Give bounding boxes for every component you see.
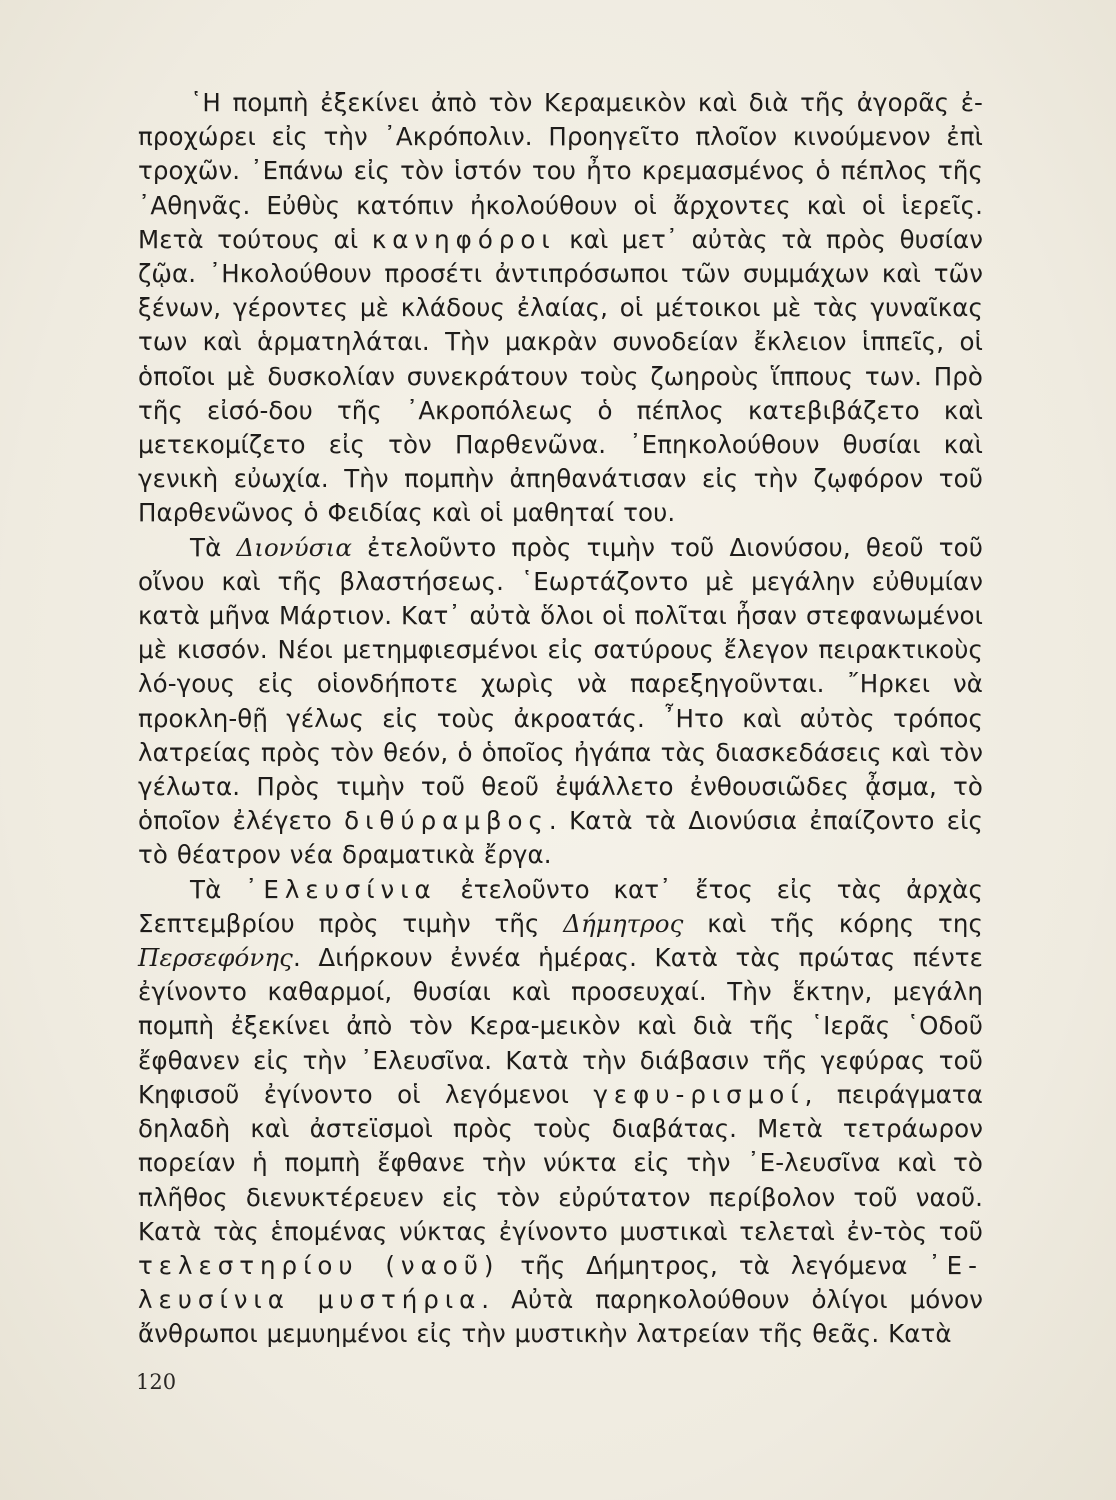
text-segment: καὶ τῆς κόρης της xyxy=(683,908,983,938)
spaced-term-telesterion: τελεστηρίου (ναοῦ) xyxy=(138,1250,500,1280)
text-segment: , πειράγματα δηλαδὴ καὶ ἀστεϊσμοὶ πρὸς τοὺς διαβάτας. Μετὰ τετράωρον πορείαν ἡ πομπὴ ἔφθανε τὴν νύκτα εἰς τὴν ᾿Ε-λευσῖνα καὶ τὸ πλῆθος διενυκτέρευεν εἰς τὸν εὐρύτατον περίβολον τοῦ ναοῦ. Κατὰ τὰς ἑπομένας νύκτας ἐγίνοντο μυστικαὶ τελεταὶ ἐν-τὸς τοῦ xyxy=(138,1079,983,1246)
text-segment: . Κατὰ τὰ Διονύσια ἐπαίζοντο εἰς τὸ θέατρον νέα δραματικὰ ἔργα. xyxy=(138,806,983,870)
spaced-term-gefyrismoi: γεφυ-ρισμοί xyxy=(593,1079,805,1109)
spaced-term-eleusinia: ᾿Ελευσίνια xyxy=(245,874,437,904)
italic-term-demetros: Δήμητρος xyxy=(563,908,684,938)
paragraph-eleusinia xyxy=(138,873,983,1352)
text-segment: καὶ μετ᾿ αὐτὰς τὰ πρὸς θυσίαν ζῷα. ᾿Ηκολούθουν προσέτι ἀντιπρόσωποι τῶν συμμάχων καὶ τῶν ξένων, γέροντες μὲ κλάδους ἐλαίας, οἱ μέτοικοι μὲ τὰς γυναῖκας των καὶ ἁρματηλάται. Τὴν μακρὰν συνοδείαν ἔκλειον ἱππεῖς, οἱ ὁποῖοι μὲ δυσκολίαν συνεκράτουν τοὺς ζωηροὺς ἵππους των. Πρὸ τῆς εἰσό-δου τῆς ᾿Ακροπόλεως ὁ πέπλος κατεβιβάζετο καὶ μετεκομίζετο εἰς τὸν Παρθενῶνα. ᾿Επηκολούθουν θυσίαι καὶ γενικὴ εὐωχία. Τὴν πομπὴν ἀπηθανάτισαν εἰς τὴν ζῳφόρον τοῦ Παρθενῶνος ὁ Φειδίας καὶ οἱ μαθηταί του. xyxy=(138,224,983,528)
paragraph-dionysia xyxy=(138,531,983,873)
text-segment: . Διήρκουν ἐννέα ἡμέρας. Κατὰ τὰς πρώτας πέντε ἐγίνοντο καθαρμοί, θυσίαι καὶ προσευχαί. Τὴν ἕκτην, μεγάλη πομπὴ ἐξεκίνει ἀπὸ τὸν Κερα-μεικὸν καὶ διὰ τῆς ῾Ιερᾶς ῾Οδοῦ ἔφθανεν εἰς τὴν ᾿Ελευσῖνα. Κατὰ τὴν διάβασιν τῆς γεφύρας τοῦ Κηφισοῦ ἐγίνοντο οἱ λεγόμενοι xyxy=(138,943,983,1109)
text-segment: ἐτελοῦντο κατ᾿ ἔτος εἰς τὰς ἀρχὰς Σεπτεμβρίου πρὸς τιμὴν τῆς xyxy=(138,874,983,938)
text-segment: Τὰ xyxy=(190,874,246,904)
paragraph-panathenaic-procession xyxy=(138,86,983,531)
text-segment: τῆς Δήμητρος, τὰ λεγόμενα xyxy=(499,1250,929,1280)
body-text xyxy=(138,86,983,1352)
spaced-term-kanephoroi: κανηφόροι xyxy=(371,224,556,254)
italic-term-dionysia: Διονύσια xyxy=(236,532,352,562)
italic-term-persephones: Περσεφόνης xyxy=(138,943,293,973)
spaced-term-dithyrambos: διθύραμβος xyxy=(344,806,549,836)
page-number: 120 xyxy=(136,1370,177,1394)
text-segment: ῾Η πομπὴ ἐξεκίνει ἀπὸ τὸν Κεραμεικὸν καὶ διὰ τῆς ἀγορᾶς ἐ-προχώρει εἰς τὴν ᾿Ακρόπολιν. Προηγεῖτο πλοῖον κινούμενον ἐπὶ τροχῶν. ᾿Επάνω εἰς τὸν ἱστόν του ἦτο κρεμασμένος ὁ πέπλος τῆς ᾿Αθηνᾶς. Εὐθὺς κατόπιν ἠκολούθουν οἱ ἄρχοντες καὶ οἱ ἱερεῖς. Μετὰ τούτους αἱ xyxy=(138,88,983,254)
text-segment: . Αὐτὰ παρηκολούθουν ὀλίγοι μόνον ἄνθρωποι μεμυημένοι εἰς τὴν μυστικὴν λατρείαν τῆς θεᾶς. Κατὰ xyxy=(138,1285,984,1349)
text-segment: Τὰ xyxy=(190,532,237,562)
spaced-term-eleusinian-mysteries: ᾿Ε-λευσίνια μυστήρια xyxy=(138,1250,983,1315)
text-segment: ἐτελοῦντο πρὸς τιμὴν τοῦ Διονύσου, θεοῦ τοῦ οἴνου καὶ τῆς βλαστήσεως. ῾Εωρτάζοντο μὲ μεγάλην εὐθυμίαν κατὰ μῆνα Μάρτιον. Κατ᾿ αὐτὰ ὅλοι οἱ πολῖται ἦσαν στεφανωμένοι μὲ κισσόν. Νέοι μετημφιεσμένοι εἰς σατύρους ἔλεγον πειρακτικοὺς λό-γους εἰς οἱονδήποτε χωρὶς νὰ παρεξηγοῦνται. ῎Ηρκει νὰ προκλη-θῇ γέλως εἰς τοὺς ἀκροατάς. ῏Ητο καὶ αὐτὸς τρόπος λατρείας πρὸς τὸν θεόν, ὁ ὁποῖος ἠγάπα τὰς διασκεδάσεις καὶ τὸν γέλωτα. Πρὸς τιμὴν τοῦ θεοῦ ἐψάλλετο ἐνθουσιῶδες ᾆσμα, τὸ ὁποῖον ἐλέγετο xyxy=(138,532,984,836)
